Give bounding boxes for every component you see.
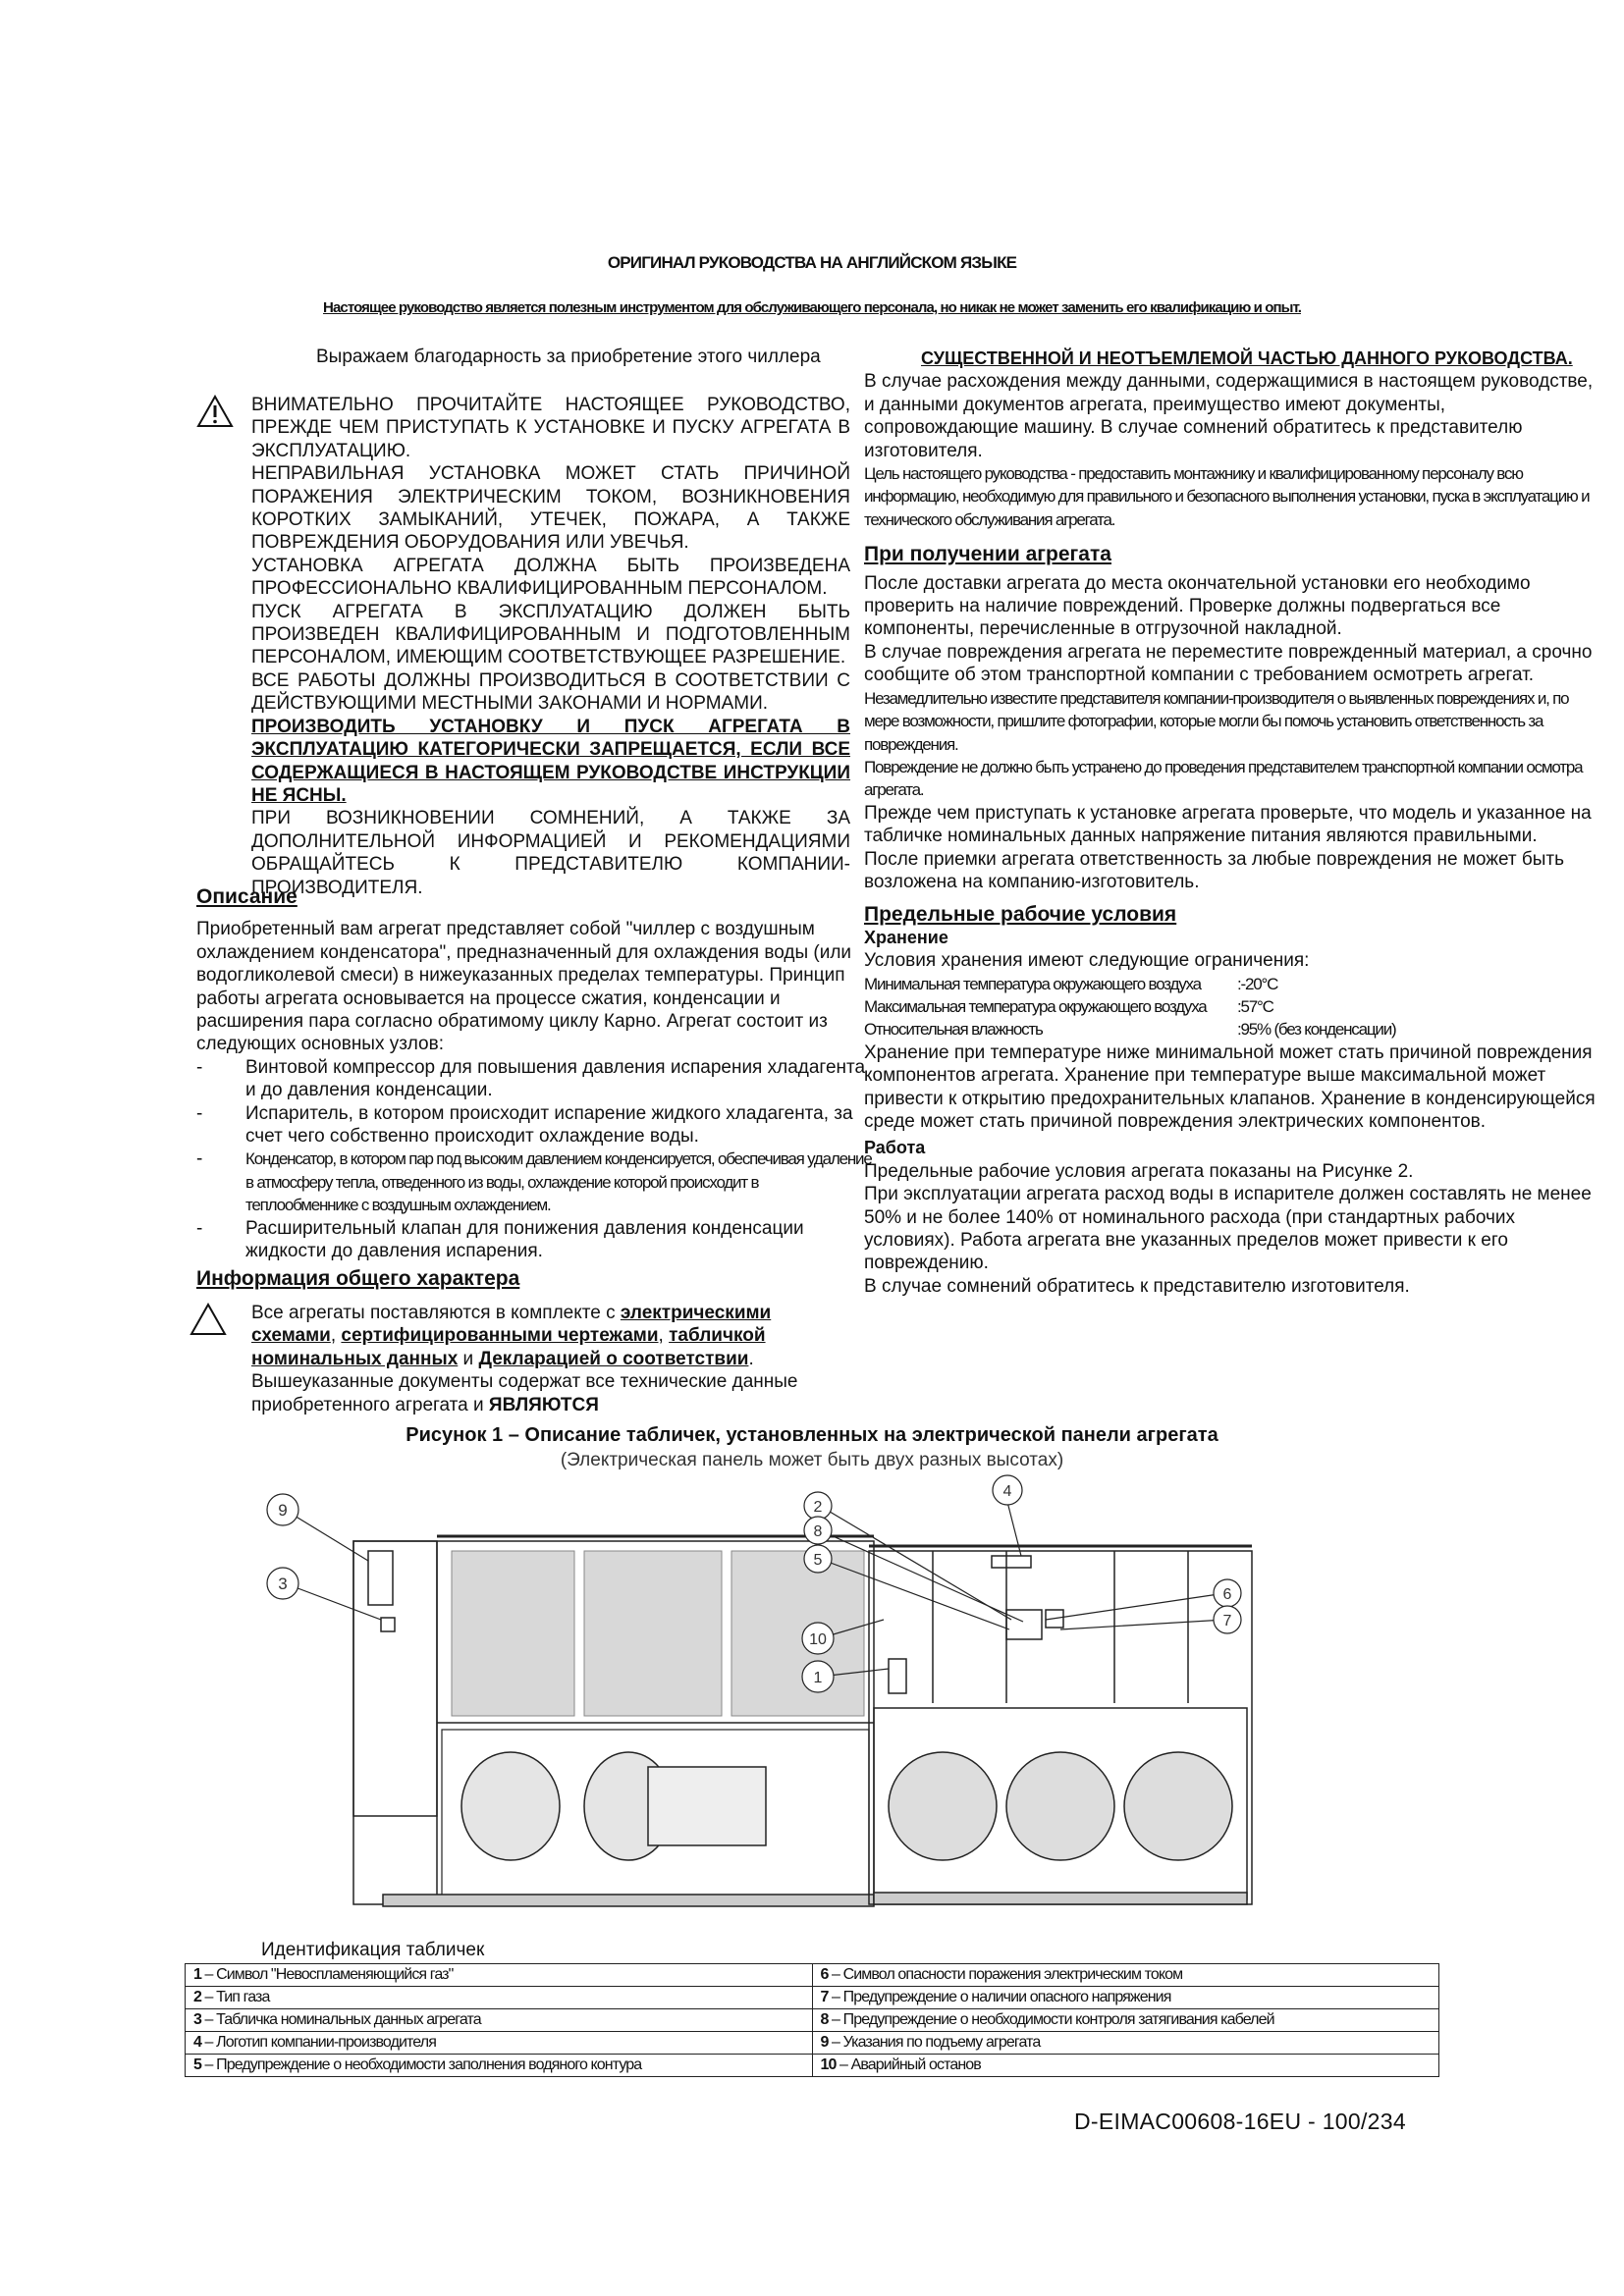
- plates-caption: Идентификация табличек: [261, 1940, 485, 1960]
- warning-line: НЕПРАВИЛЬНАЯ УСТАНОВКА МОЖЕТ СТАТЬ ПРИЧИНОЙ ПОРАЖЕНИЯ ЭЛЕКТРИЧЕСКИМ ТОКОМ, ВОЗНИКНОВЕНИЯ КОРОТКИХ ЗАМЫКАНИЙ, УТЕЧЕК, ПОЖАРА, А ТАКЖЕ ПОВРЕЖДЕНИЯ ОБОРУДОВАНИЯ ИЛИ УВЕЧЬЯ.: [251, 463, 850, 554]
- warning-line: УСТАНОВКА АГРЕГАТА ДОЛЖНА БЫТЬ ПРОИЗВЕДЕНА ПРОФЕССИОНАЛЬНО КВАЛИФИЦИРОВАННЫМ ПЕРСОНАЛОМ.: [251, 555, 850, 600]
- unit-drawings: [187, 1472, 1267, 1924]
- info-section: [196, 1267, 874, 1291]
- callout-6: 6: [1222, 1586, 1232, 1603]
- table-row: [186, 2055, 1439, 2077]
- operation-paragraph: В случае сомнений обратитесь к представителю изготовителя.: [864, 1275, 1410, 1297]
- callout-10: 10: [809, 1631, 827, 1648]
- description-heading: Описание: [196, 885, 298, 908]
- right-column: [864, 347, 1596, 1298]
- list-item: - Винтовой компрессор для повышения давления испарения хладагента и до давления конденсации.: [196, 1056, 866, 1101]
- receiving-paragraph: Прежде чем приступать к установке агрегата проверьте, что модель и указанное на табличке номинальных данных напряжение питания являются правильными. После приемки агрегата ответственность за любые повреждения не может быть возложена на компанию-изготовитель.: [864, 802, 1592, 892]
- table-cell: 8 – Предупреждение о необходимости контроля затягивания кабелей: [812, 2009, 1439, 2032]
- plates-table: [185, 1963, 1439, 2077]
- table-cell: 4 – Логотип компании-производителя: [186, 2032, 813, 2055]
- thanks-line: Выражаем благодарность за приобретение этого чиллера: [316, 347, 821, 367]
- table-row: [186, 1964, 1439, 1987]
- table-cell: 1 – Символ "Невоспламеняющийся газ": [186, 1964, 813, 1987]
- warning-line: ВСЕ РАБОТЫ ДОЛЖНЫ ПРОИЗВОДИТЬСЯ В СООТВЕТСТВИИ С ДЕЙСТВУЮЩИМИ МЕСТНЫМИ ЗАКОНАМИ И НОРМАМИ.: [251, 669, 850, 715]
- description-text: Приобретенный вам агрегат представляет собой "чиллер с воздушным охлаждением конденсатора", предназначенный для охлаждения воды (или водогликолевой смеси) в нижеуказанных пределах температуры. Принцип работы агрегата основывается на процессе сжатия, конденсации и расширения пара согласно обратимому циклу Карно. Агрегат состоит из следующих основных узлов:: [196, 919, 852, 1055]
- receiving-paragraph: В случае повреждения агрегата не переместите поврежденный материал, а срочно сообщите об этом транспортной компании с требованием осмотреть агрегат.: [864, 641, 1593, 686]
- receiving-paragraph: После доставки агрегата до места окончательной установки его необходимо проверить на наличие повреждений. Проверке должны подвергаться все компоненты, перечисленные в отгрузочной накладной.: [864, 572, 1531, 640]
- essential-part-note: СУЩЕСТВЕННОЙ И НЕОТЪЕМЛЕМОЙ ЧАСТЬЮ ДАННОГО РУКОВОДСТВА.: [921, 348, 1573, 368]
- purpose-paragraph: Цель настоящего руководства - предоставить монтажнику и квалифицированному персоналу всю информацию, необходимую для правильного и безопасного выполнения установки, пуска в эксплуатацию и технического обслуживания агрегата.: [864, 464, 1590, 529]
- manual-title: ОРИГИНАЛ РУКОВОДСТВА НА АНГЛИЙСКОМ ЯЗЫКЕ: [607, 253, 1017, 272]
- callout-4: 4: [1002, 1483, 1012, 1500]
- description-section: [196, 885, 874, 1263]
- table-cell: 3 – Табличка номинальных данных агрегата: [186, 2009, 813, 2032]
- list-item: - Расширительный клапан для понижения давления конденсации жидкости до давления испарения.: [196, 1217, 804, 1262]
- storage-heading: Хранение: [864, 927, 948, 947]
- limits-heading: Предельные рабочие условия: [864, 903, 1177, 927]
- list-item: - Испаритель, в котором происходит испарение жидкого хладагента, за счет чего собственно происходит охлаждение воды.: [196, 1102, 853, 1148]
- manual-subtitle: Настоящее руководство является полезным инструментом для обслуживающего персонала, но никак не может заменить его квалификацию и опыт.: [323, 299, 1301, 316]
- unit-side-view: [353, 1536, 874, 1906]
- warning-line: ПУСК АГРЕГАТА В ЭКСПЛУАТАЦИЮ ДОЛЖЕН БЫТЬ ПРОИЗВЕДЕН КВАЛИФИЦИРОВАННЫМ И ПОДГОТОВЛЕННЫМ ПЕРСОНАЛОМ, ИМЕЮЩИМ СООТВЕТСТВУЮЩЕЕ РАЗРЕШЕНИЕ.: [251, 601, 850, 668]
- figure-subtitle: (Электрическая панель может быть двух разных высотах): [560, 1450, 1064, 1470]
- storage-limits: [864, 973, 1596, 1041]
- storage-text: Хранение при температуре ниже минимальной может стать причиной повреждения компонентов агрегата. Хранение при температуре выше максимальной может привести к открытию предохранительных клапанов. Хранение в конденсирующейся среде может стать причиной повреждения электрических компонентов.: [864, 1041, 1596, 1132]
- warning-block: [251, 394, 850, 899]
- receiving-heading: При получении агрегата: [864, 543, 1111, 566]
- storage-intro: Условия хранения имеют следующие ограничения:: [864, 950, 1310, 972]
- storage-row: Минимальная температура окружающего воздуха :-20°C: [864, 974, 1278, 993]
- unit-front-view: [869, 1546, 1252, 1904]
- table-row: [186, 1987, 1439, 2009]
- list-item: - Конденсатор, в котором пар под высоким давлением конденсируется, обеспечивая удаление в атмосферу тепла, отведенного из воды, охлаждение которой происходит в теплообменнике с воздушным охлаждением.: [196, 1148, 872, 1215]
- callout-1: 1: [813, 1670, 823, 1686]
- component-list: [196, 1056, 874, 1263]
- warning-triangle-icon: [189, 1303, 227, 1336]
- callout-3: 3: [278, 1575, 288, 1593]
- callout-7: 7: [1222, 1613, 1232, 1629]
- figure-title: Рисунок 1 – Описание табличек, установленных на электрической панели агрегата: [406, 1424, 1218, 1446]
- operation-paragraph: Предельные рабочие условия агрегата показаны на Рисунке 2.: [864, 1160, 1414, 1182]
- callout-8: 8: [813, 1523, 823, 1540]
- table-cell: 7 – Предупреждение о наличии опасного напряжения: [812, 1987, 1439, 2009]
- table-cell: 10 – Аварийный останов: [812, 2055, 1439, 2077]
- table-cell: 2 – Тип газа: [186, 1987, 813, 2009]
- callout-2: 2: [813, 1499, 823, 1516]
- table-row: [186, 2032, 1439, 2055]
- operation-paragraph: При эксплуатации агрегата расход воды в испарителе должен составлять не менее 50% и не более 140% от номинального расхода (при стандартных рабочих условиях). Работа агрегата вне указанных пределов может привести к его повреждению.: [864, 1184, 1592, 1274]
- callouts-right: [802, 1475, 1241, 1692]
- storage-row: Максимальная температура окружающего воздуха :57°C: [864, 996, 1273, 1016]
- discrepancy-paragraph: В случае расхождения между данными, содержащимися в настоящем руководстве, и данными документов агрегата, преимущество имеют документы, сопровождающие машину. В случае сомнений обратитесь к представителю изготовителя.: [864, 371, 1594, 461]
- callout-5: 5: [813, 1552, 823, 1569]
- info-text: Все агрегаты поставляются в комплекте с электрическими схемами, сертифицированными чертежами, табличкой номинальных данных и Декларацией о соответствии. Вышеуказанные документы содержат все технические данные приобретенного агрегата и ЯВЛЯЮТСЯ: [251, 1303, 798, 1415]
- warning-last: ПРИ ВОЗНИКНОВЕНИИ СОМНЕНИЙ, А ТАКЖЕ ЗА ДОПОЛНИТЕЛЬНОЙ ИНФОРМАЦИЕЙ И РЕКОМЕНДАЦИЯМИ ОБРАЩАЙТЕСЬ К ПРЕДСТАВИТЕЛЮ КОМПАНИИ-ПРОИЗВОДИТЕЛЯ.: [251, 808, 850, 898]
- storage-row: Относительная влажность :95% (без конденсации): [864, 1020, 1396, 1040]
- receiving-paragraph: Повреждение не должно быть устранено до проведения представителем транспортной компании осмотра агрегата.: [864, 757, 1583, 800]
- document-number: D-EIMAC00608-16EU - 100/234: [1074, 2109, 1406, 2134]
- operation-heading: Работа: [864, 1138, 926, 1158]
- table-cell: 6 – Символ опасности поражения электрическим током: [812, 1964, 1439, 1987]
- callout-9: 9: [278, 1501, 288, 1520]
- warning-triangle-icon: [196, 395, 234, 428]
- table-cell: 5 – Предупреждение о необходимости заполнения водяного контура: [186, 2055, 813, 2077]
- warning-line: ВНИМАТЕЛЬНО ПРОЧИТАЙТЕ НАСТОЯЩЕЕ РУКОВОДСТВО, ПРЕЖДЕ ЧЕМ ПРИСТУПАТЬ К УСТАНОВКЕ И ПУСКУ АГРЕГАТА В ЭКСПЛУАТАЦИЮ.: [251, 395, 850, 461]
- table-row: [186, 2009, 1439, 2032]
- receiving-paragraph: Незамедлительно известите представителя компании-производителя о выявленных повреждениях и, по мере возможности, пришлите фотографии, которые могли бы помочь установить ответственность за повреждения.: [864, 688, 1569, 754]
- table-cell: 9 – Указания по подъему агрегата: [812, 2032, 1439, 2055]
- warning-bold: ПРОИЗВОДИТЬ УСТАНОВКУ И ПУСК АГРЕГАТА В ЭКСПЛУАТАЦИЮ КАТЕГОРИЧЕСКИ ЗАПРЕЩАЕТСЯ, ЕСЛИ ВСЕ СОДЕРЖАЩИЕСЯ В НАСТОЯЩЕМ РУКОВОДСТВЕ ИНСТРУКЦИИ НЕ ЯСНЫ.: [251, 716, 850, 806]
- info-heading: Информация общего характера: [196, 1267, 520, 1290]
